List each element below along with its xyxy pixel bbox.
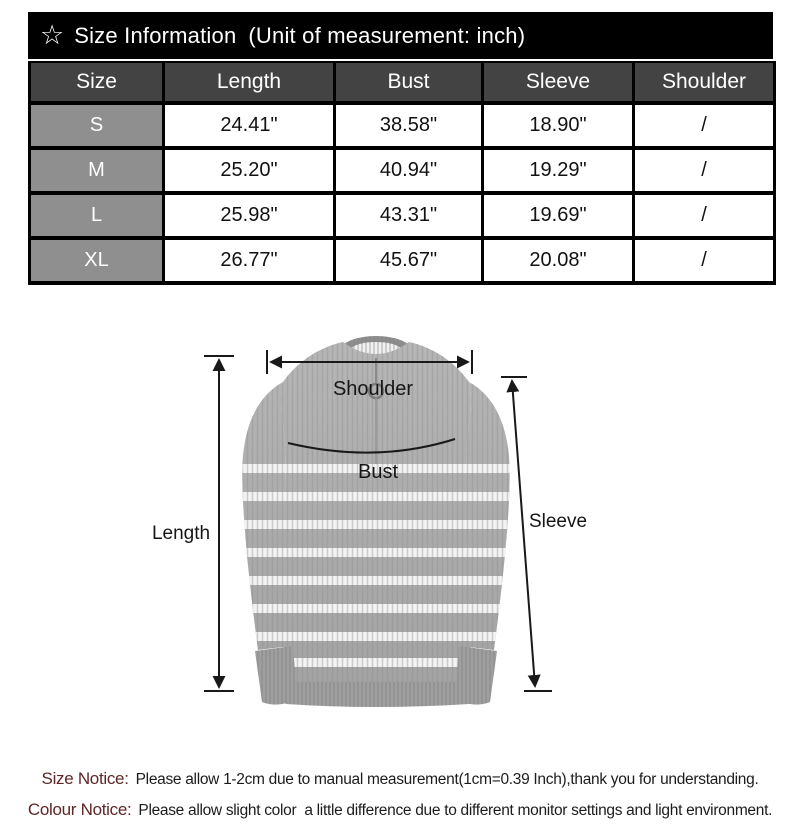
colour-notice [0,800,800,820]
size-label: S [30,103,164,148]
col-header-shoulder: Shoulder [634,62,775,103]
bust-value: 43.31" [335,193,483,238]
sleeve-value: 19.29" [483,148,634,193]
bust-value: 40.94" [335,148,483,193]
bust-value: 38.58" [335,103,483,148]
sleeve-value: 18.90" [483,103,634,148]
size-notice-label: Size Notice: [41,769,129,788]
length-value: 26.77" [164,238,335,283]
shoulder-value: / [634,193,775,238]
size-label: M [30,148,164,193]
colour-notice-text: Please allow slight color a little difference due to different monitor settings and light environment. [138,802,773,819]
col-header-sleeve: Sleeve [483,62,634,103]
col-header-bust: Bust [335,62,483,103]
page-title: Size Information [74,22,237,48]
bust-label: Bust [357,461,399,483]
star-outline-icon: ☆ [40,20,65,50]
shoulder-value: / [634,238,775,283]
shoulder-label: Shoulder [332,378,414,400]
sleeve-value: 19.69" [483,193,634,238]
size-label: L [30,193,164,238]
bust-value: 45.67" [335,238,483,283]
col-header-size: Size [30,62,164,103]
sleeve-value: 20.08" [483,238,634,283]
col-header-length: Length [164,62,335,103]
size-label: XL [30,238,164,283]
sleeve-label: Sleeve [528,511,588,532]
size-notice [0,769,800,789]
length-value: 25.20" [164,148,335,193]
length-value: 24.41" [164,103,335,148]
sleeve-arrow [512,381,535,686]
shoulder-value: / [634,148,775,193]
size-notice-text: Please allow 1-2cm due to manual measurement(1cm=0.39 Inch),thank you for understanding. [135,771,759,788]
page-subtitle: (Unit of measurement: inch) [248,22,526,48]
colour-notice-label: Colour Notice: [27,800,132,819]
length-value: 25.98" [164,193,335,238]
length-label: Length [151,523,211,544]
shoulder-value: / [634,103,775,148]
